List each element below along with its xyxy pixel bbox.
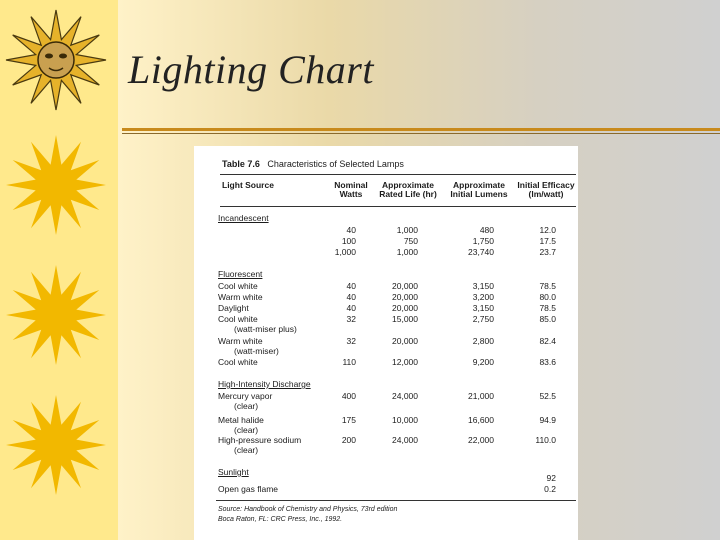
row-lumens-cell: 3,150 xyxy=(472,303,494,313)
row-life-cell: 12,000 xyxy=(392,357,418,367)
row-watts-cell: 40 xyxy=(346,281,356,291)
scanned-table-sheet xyxy=(194,146,578,540)
table-caption-label: Table 7.6 xyxy=(222,159,260,169)
header-watts-line1: Nominal xyxy=(334,180,368,190)
row-light-source: Mercury vapor xyxy=(218,391,273,401)
row-lumens-cell: 480 xyxy=(479,225,494,235)
row-life-cell: 24,000 xyxy=(392,435,418,445)
row-lumens-cell: 16,600 xyxy=(468,415,494,425)
title-divider xyxy=(122,128,720,131)
row-watts-cell: 110 xyxy=(342,357,356,367)
row-light-source-detail: (clear) xyxy=(234,425,259,435)
table-footnote-line1: Source: Handbook of Chemistry and Physics, 73rd edition xyxy=(218,506,398,513)
row-lumens-cell: 9,200 xyxy=(472,357,494,367)
header-light-source: Light Source xyxy=(222,180,274,190)
row-light-source: Cool white xyxy=(218,357,258,367)
header-initial-efficacy xyxy=(514,181,578,198)
table-footnote-line2: Boca Raton, FL: CRC Press, Inc., 1992. xyxy=(218,516,343,523)
row-light-source-detail: (clear) xyxy=(234,401,259,411)
row-lumens-cell: 3,150 xyxy=(472,281,494,291)
row-lumens-cell: 1,750 xyxy=(472,236,494,246)
row-lumens-cell: 2,750 xyxy=(472,314,494,324)
table-caption xyxy=(222,160,404,169)
row-life-cell: 1,000 xyxy=(396,225,418,235)
row-watts-cell: 100 xyxy=(341,236,356,246)
row-efficacy-cell: 83.6 xyxy=(539,357,556,367)
header-watts-line2: Watts xyxy=(339,188,363,199)
row-watts-cell: 1,000 xyxy=(334,247,356,257)
row-efficacy-cell: 0.2 xyxy=(544,484,556,494)
row-watts-cell: 175 xyxy=(341,415,356,425)
table-caption-text: Characteristics of Selected Lamps xyxy=(267,159,404,169)
row-light-source: Cool white xyxy=(218,281,258,291)
section-heading: Sunlight xyxy=(218,467,249,477)
row-efficacy-cell: 78.5 xyxy=(539,281,556,291)
row-watts-cell: 400 xyxy=(341,391,356,401)
row-life-cell: 15,000 xyxy=(392,314,418,324)
row-life-cell: 10,000 xyxy=(392,415,418,425)
header-lumens-line2: Initial Lumens xyxy=(450,188,508,199)
row-lumens-cell: 21,000 xyxy=(468,391,494,401)
row-life-cell: 20,000 xyxy=(392,281,418,291)
table-header-rule xyxy=(220,206,576,207)
row-light-source: Open gas flame xyxy=(218,484,279,494)
section-heading: Fluorescent xyxy=(218,269,263,279)
sun-icon xyxy=(6,395,106,495)
row-efficacy-cell: 52.5 xyxy=(539,391,556,401)
row-lumens-cell: 2,800 xyxy=(472,336,494,346)
row-watts-cell: 40 xyxy=(346,225,356,235)
row-efficacy-cell: 92 xyxy=(546,473,556,483)
slide-title: Lighting Chart xyxy=(128,47,374,92)
row-life-cell: 1,000 xyxy=(396,247,418,257)
header-nominal-watts xyxy=(326,181,376,198)
row-efficacy-cell: 82.4 xyxy=(539,336,556,346)
row-watts-cell: 40 xyxy=(346,303,356,313)
header-rated-life xyxy=(376,181,440,198)
row-watts-cell: 32 xyxy=(346,314,356,324)
row-efficacy-cell: 110.0 xyxy=(535,435,556,445)
row-life-cell: 750 xyxy=(403,236,418,246)
row-life-cell: 20,000 xyxy=(392,303,418,313)
row-efficacy-cell: 23.7 xyxy=(539,247,556,257)
row-efficacy-cell: 17.5 xyxy=(539,236,556,246)
row-light-source-detail: (clear) xyxy=(234,445,259,455)
header-life-line1: Approximate xyxy=(382,180,434,190)
header-lumens-line1: Approximate xyxy=(453,180,505,190)
header-efficacy-line2: (lm/watt) xyxy=(528,188,564,199)
row-lumens-cell: 23,740 xyxy=(468,247,494,257)
row-life-cell: 20,000 xyxy=(392,336,418,346)
row-light-source: Warm white xyxy=(218,292,263,302)
table-bottom-rule xyxy=(216,500,576,501)
title-divider-shadow xyxy=(122,133,720,134)
row-efficacy-cell: 94.9 xyxy=(539,415,556,425)
row-efficacy-cell: 78.5 xyxy=(539,303,556,313)
row-watts-cell: 200 xyxy=(341,435,356,445)
row-life-cell: 20,000 xyxy=(392,292,418,302)
header-efficacy-line1: Initial Efficacy xyxy=(517,180,575,190)
row-lumens-cell: 22,000 xyxy=(468,435,494,445)
row-watts-cell: 40 xyxy=(346,292,356,302)
header-initial-lumens xyxy=(444,181,514,198)
row-light-source: Cool white xyxy=(218,314,258,324)
row-lumens-cell: 3,200 xyxy=(472,292,494,302)
row-watts-cell: 32 xyxy=(346,336,356,346)
row-efficacy-cell: 12.0 xyxy=(539,225,556,235)
header-life-line2: Rated Life (hr) xyxy=(379,188,437,199)
row-light-source: High-pressure sodium xyxy=(218,435,302,445)
section-heading: Incandescent xyxy=(218,213,269,223)
row-efficacy-cell: 80.0 xyxy=(539,292,556,302)
sun-face-icon xyxy=(6,10,106,110)
row-light-source: Metal halide xyxy=(218,415,264,425)
row-efficacy-cell: 85.0 xyxy=(539,314,556,324)
row-light-source-detail: (watt-miser) xyxy=(234,346,279,356)
sun-icon xyxy=(6,135,106,235)
row-light-source: Warm white xyxy=(218,336,263,346)
sun-icon xyxy=(6,265,106,365)
sun-decorations xyxy=(0,0,118,540)
section-heading: High-Intensity Discharge xyxy=(218,379,311,389)
row-life-cell: 24,000 xyxy=(392,391,418,401)
row-light-source: Daylight xyxy=(218,303,249,313)
table-top-rule xyxy=(220,174,576,175)
row-light-source-detail: (watt-miser plus) xyxy=(234,324,297,334)
